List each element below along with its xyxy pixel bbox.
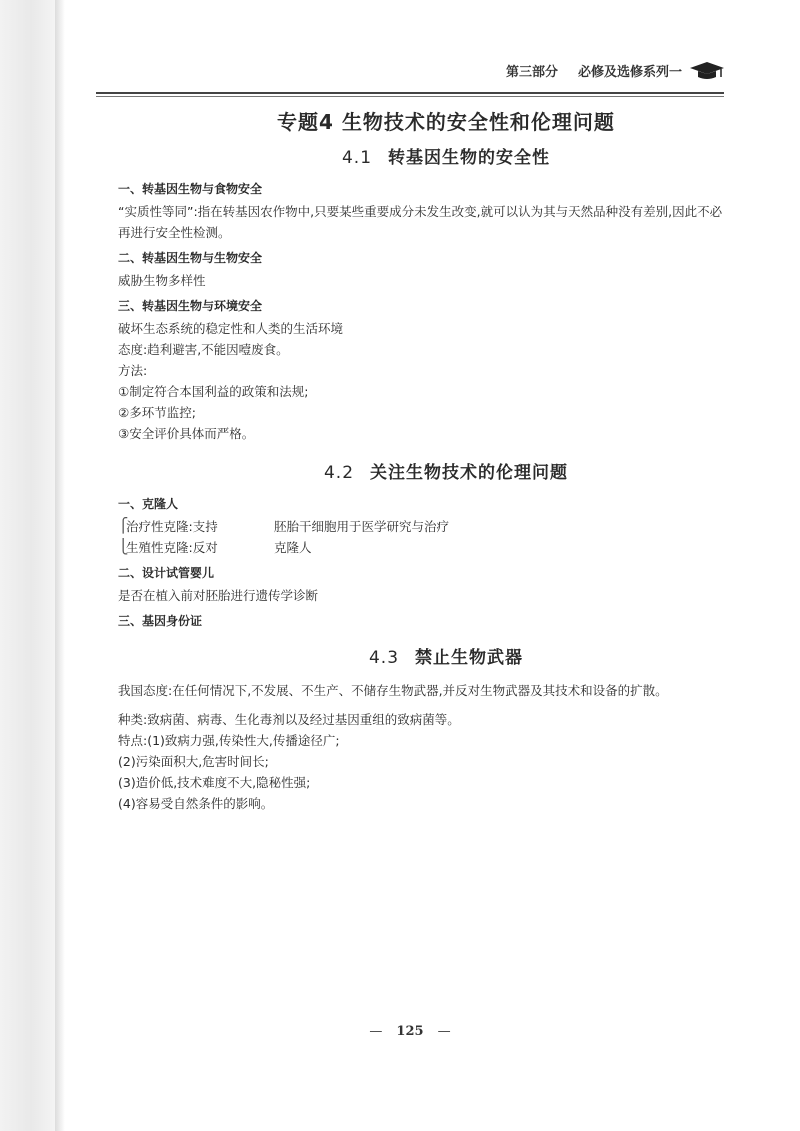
scan-edge-shadow	[0, 0, 62, 1131]
row-value: 克隆人	[274, 540, 312, 555]
header-rule	[96, 92, 724, 94]
section-title-text: 关注生物技术的伦理问题	[370, 463, 569, 483]
brace-icon: ⎩	[118, 539, 129, 555]
paragraph: 特点:(1)致病力强,传染性大,传播途径广;	[118, 733, 340, 748]
running-header	[506, 60, 724, 80]
list-item: ①制定符合本国利益的政策和法规;	[118, 384, 309, 399]
clone-row-reproductive	[118, 537, 724, 558]
topic-title	[118, 106, 724, 135]
section-title-text: 禁止生物武器	[415, 648, 524, 668]
page-number: 125	[396, 1024, 424, 1039]
header-rule-thin	[96, 96, 724, 97]
paragraph: 种类:致病菌、病毒、生化毒剂以及经过基因重组的致病菌等。	[118, 712, 460, 727]
list-item: (2)污染面积大,危害时间长;	[118, 754, 269, 769]
heading: 三、转基因生物与环境安全	[118, 299, 263, 313]
section-title-4-2	[118, 458, 724, 483]
footer-dash: —	[437, 1024, 451, 1039]
graduation-cap-icon	[690, 60, 724, 80]
list-item: ②多环节监控;	[118, 405, 196, 420]
section-title-text: 转基因生物的安全性	[388, 148, 551, 168]
header-series: 必修及选修系列一	[577, 64, 682, 80]
paragraph: 方法:	[118, 363, 148, 378]
paragraph: 威胁生物多样性	[118, 273, 206, 288]
footer-dash: —	[369, 1024, 383, 1039]
heading: 二、设计试管婴儿	[118, 566, 215, 580]
paragraph: 是否在植入前对胚胎进行遗传学诊断	[118, 588, 319, 603]
section-title-4-3	[118, 643, 724, 668]
paragraph: 破坏生态系统的稳定性和人类的生活环境	[118, 321, 344, 336]
topic-title-text: 生物技术的安全性和伦理问题	[341, 110, 615, 134]
paragraph: 态度:趋利避害,不能因噎废食。	[118, 342, 289, 357]
heading: 一、转基因生物与食物安全	[118, 182, 263, 196]
paragraph: “实质性等同”:指在转基因农作物中,只要某些重要成分未发生改变,就可以认为其与天然品种没有差别,因此不必再进行安全性检测。	[118, 204, 723, 240]
spacer	[118, 701, 724, 709]
row-label: 生殖性克隆:反对	[126, 540, 218, 555]
heading: 一、克隆人	[118, 497, 179, 511]
row-label: 治疗性克隆:支持	[126, 519, 218, 534]
heading: 三、基因身份证	[118, 614, 203, 628]
section-number: 4.1	[341, 148, 373, 168]
topic-label: 专题4	[277, 110, 334, 134]
list-item: ③安全评价具体而严格。	[118, 426, 255, 441]
paragraph: 我国态度:在任何情况下,不发展、不生产、不储存生物武器,并反对生物武器及其技术和设备的扩散。	[118, 683, 668, 698]
brace-icon: ⎧	[118, 518, 129, 534]
clone-row-therapeutic	[118, 516, 724, 537]
section-number: 4.3	[368, 648, 400, 668]
section-title-4-1	[118, 143, 724, 168]
list-item: (3)造价低,技术难度不大,隐秘性强;	[118, 775, 311, 790]
page-footer	[0, 1024, 800, 1039]
header-part: 第三部分	[505, 64, 558, 80]
page-content	[118, 100, 724, 814]
row-value: 胚胎干细胞用于医学研究与治疗	[274, 519, 450, 534]
heading: 二、转基因生物与生物安全	[118, 251, 263, 265]
list-item: (4)容易受自然条件的影响。	[118, 796, 274, 811]
section-number: 4.2	[323, 463, 355, 483]
